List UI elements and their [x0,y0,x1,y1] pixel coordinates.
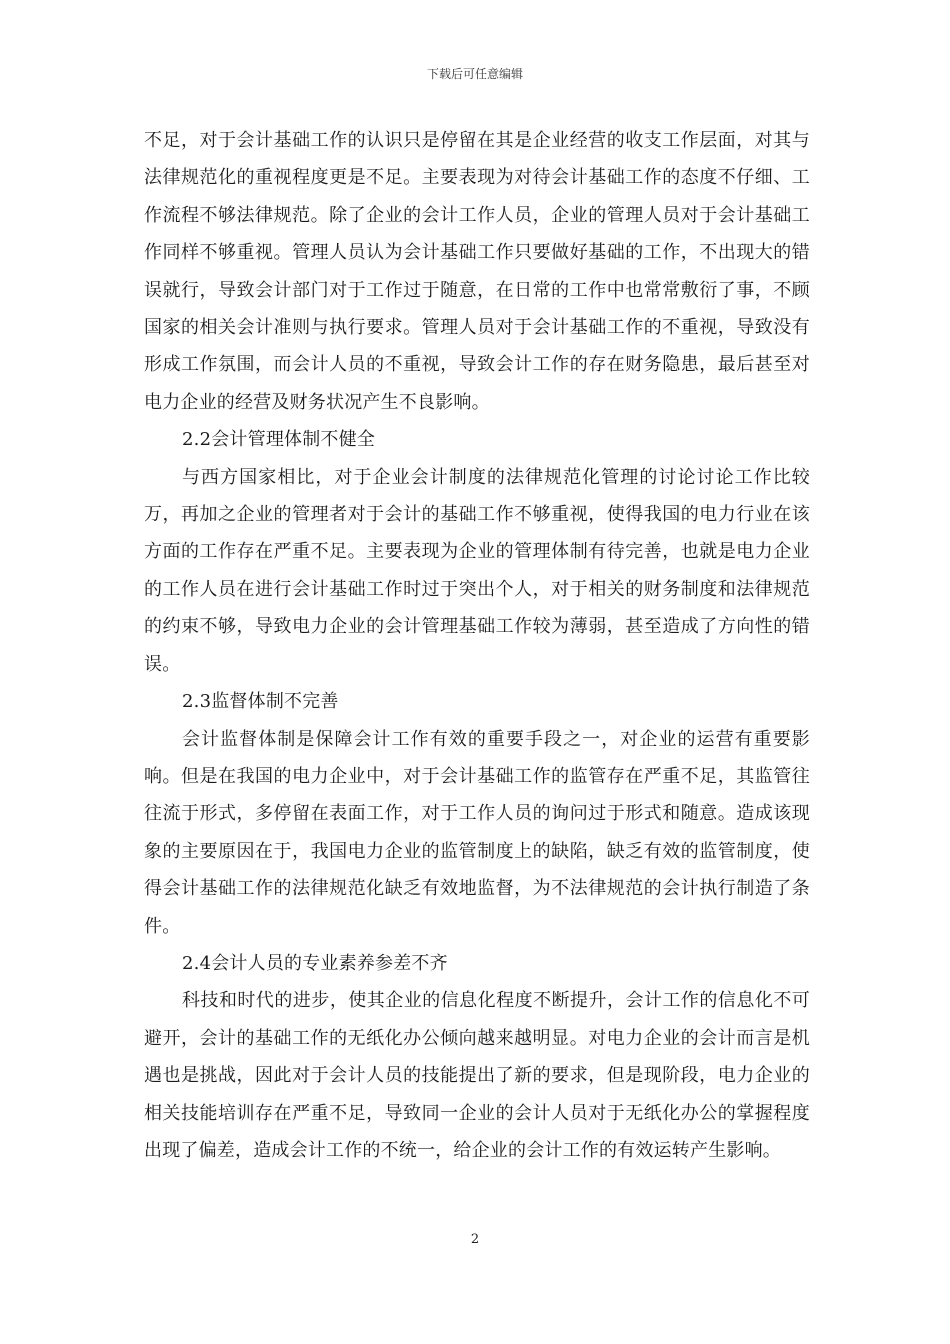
paragraph-continued: 不足，对于会计基础工作的认识只是停留在其是企业经营的收支工作层面，对其与法律规范化的重视程度更是不足。主要表现为对待会计基础工作的态度不仔细、工作流程不够法律规范。除了企业的会计工作人员，企业的管理人员对于会计基础工作同样不够重视。管理人员认为会计基础工作只要做好基础的工作，不出现大的错误就行，导致会计部门对于工作过于随意，在日常的工作中也常常敷衍了事，不顾国家的相关会计准则与执行要求。管理人员对于会计基础工作的不重视，导致没有形成工作氛围，而会计人员的不重视，导致会计工作的存在财务隐患，最后甚至对电力企业的经营及财务状况产生不良影响。 [144,130,810,413]
page-number: 2 [470,1232,480,1247]
paragraph-2-4: 科技和时代的进步，使其企业的信息化程度不断提升，会计工作的信息化不可避开，会计的基础工作的无纸化办公倾向越来越明显。对电力企业的会计而言是机遇也是挑战，因此对于会计人员的技能提出了新的要求，但是现阶段，电力企业的相关技能培训存在严重不足，导致同一企业的会计人员对于无纸化办公的掌握程度出现了偏差，造成会计工作的不统一，给企业的会计工作的有效运转产生影响。 [144,990,810,1161]
paragraph-2-2: 与西方国家相比，对于企业会计制度的法律规范化管理的讨论讨论工作比较万，再加之企业的管理者对于会计的基础工作不够重视，使得我国的电力行业在该方面的工作存在严重不足。主要表现为企业的管理体制有待完善，也就是电力企业的工作人员在进行会计基础工作时过于突出个人，对于相关的财务制度和法律规范的约束不够，导致电力企业的会计管理基础工作较为薄弱，甚至造成了方向性的错误。 [144,466,810,675]
paragraph-2-3: 会计监督体制是保障会计工作有效的重要手段之一，对企业的运营有重要影响。但是在我国的电力企业中，对于会计基础工作的监管存在严重不足，其监管往往流于形式，多停留在表面工作，对于工作人员的询问过于形式和随意。造成该现象的主要原因在于，我国电力企业的监管制度上的缺陷，缺乏有效的监管制度，使得会计基础工作的法律规范化缺乏有效地监督，为不法律规范的会计执行制造了条件。 [144,728,810,937]
section-heading-2-2: 2.2会计管理体制不健全 [182,429,376,451]
section-heading-2-4: 2.4会计人员的专业素养参差不齐 [182,952,448,974]
page-header: 下载后可任意编辑 [426,67,523,81]
document-body [144,122,810,1169]
section-heading-2-3: 2.3监督体制不完善 [182,691,339,713]
